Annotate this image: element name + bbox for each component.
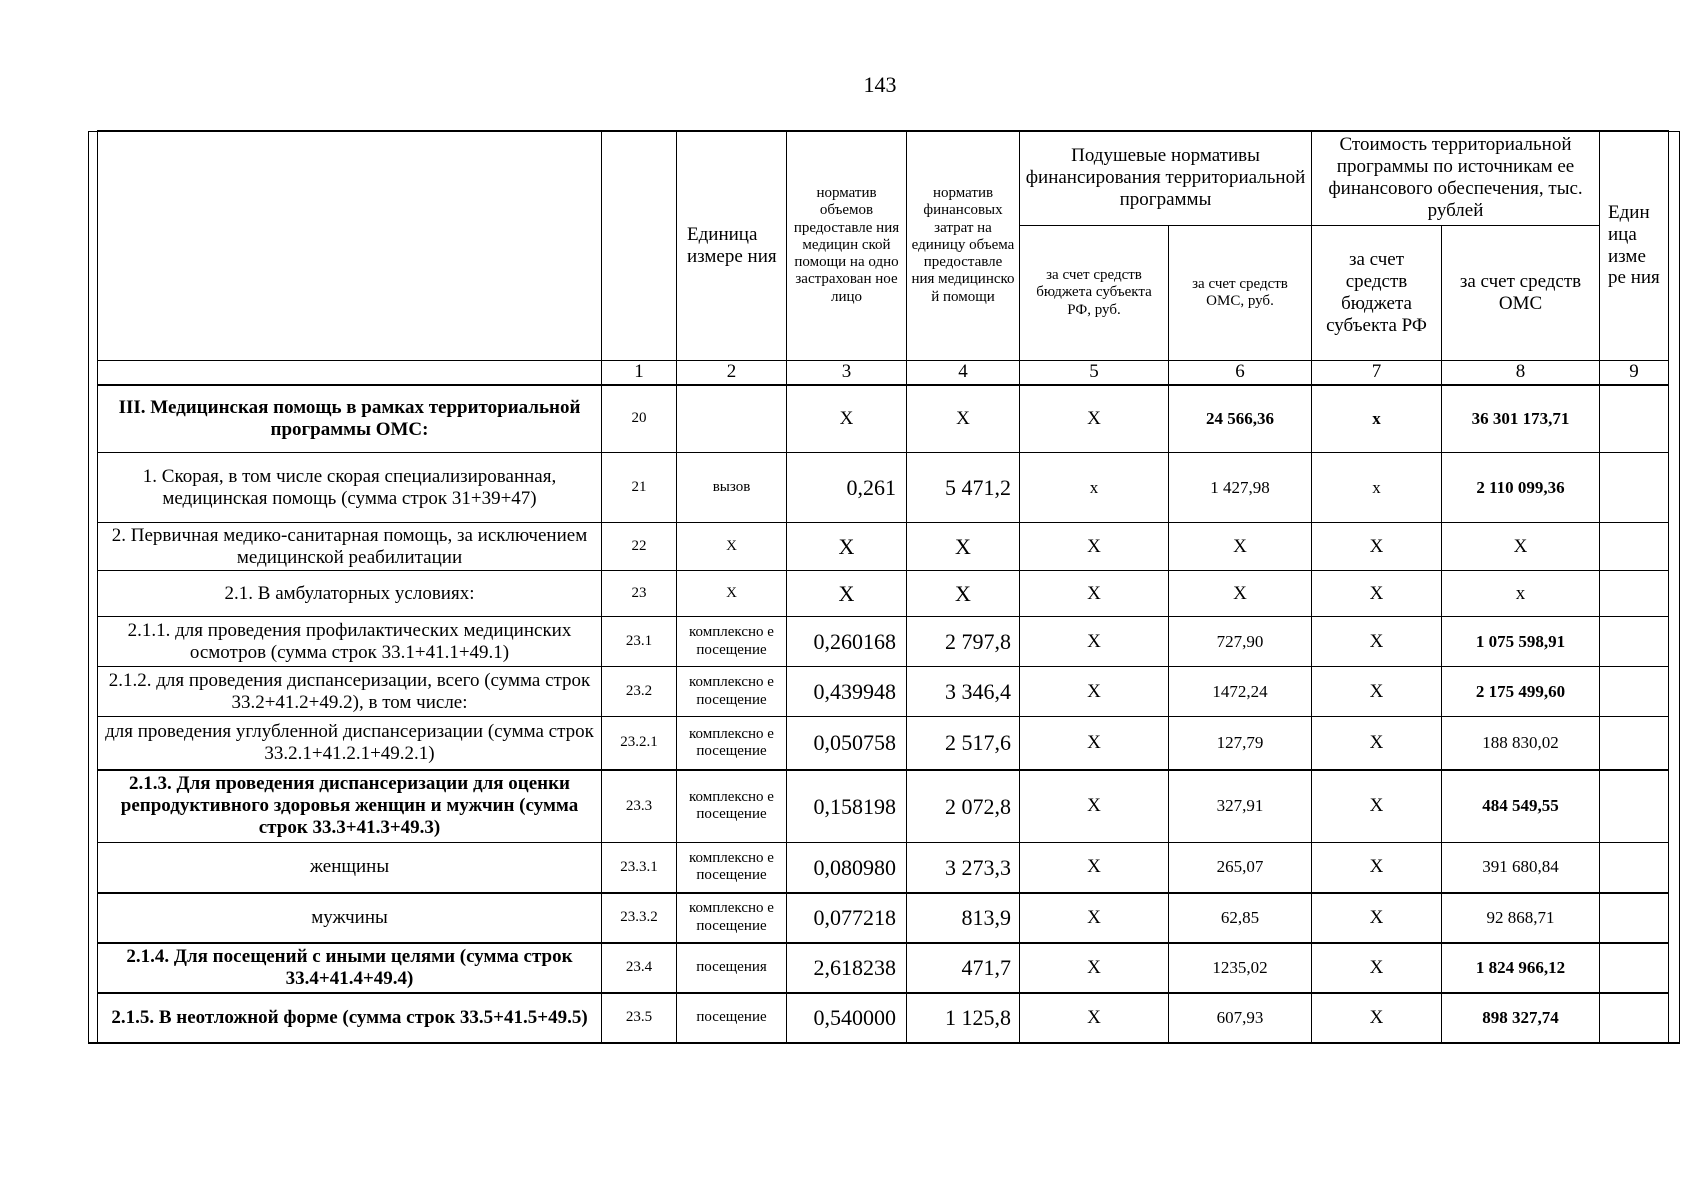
row-extra: [1600, 523, 1669, 571]
column-number: 3: [787, 361, 907, 385]
row-unit: комплексно е посещение: [677, 843, 787, 893]
row-volume: 0,540000: [787, 993, 907, 1043]
row-code: 20: [602, 385, 677, 453]
row-extra: [1600, 571, 1669, 617]
column-number-blank: [98, 361, 602, 385]
row-cost: 3 346,4: [907, 667, 1020, 717]
table-row: [98, 571, 1669, 617]
row-pc-oms: 1472,24: [1169, 667, 1312, 717]
row-cost: X: [907, 523, 1020, 571]
row-pc-oms: 265,07: [1169, 843, 1312, 893]
row-name: 2.1.4. Для посещений с иными целями (сумма строк 33.4+41.4+49.4): [98, 943, 602, 993]
row-volume: X: [787, 385, 907, 453]
row-code: 23: [602, 571, 677, 617]
row-name: 2. Первичная медико-санитарная помощь, за исключением медицинской реабилитации: [98, 523, 602, 571]
table-row: [98, 617, 1669, 667]
row-name: III. Медицинская помощь в рамках территориальной программы ОМС:: [98, 385, 602, 453]
row-cost: 2 072,8: [907, 770, 1020, 843]
row-c-oms: 36 301 173,71: [1442, 385, 1600, 453]
row-extra: [1600, 770, 1669, 843]
row-extra: [1600, 943, 1669, 993]
row-c-oms: 391 680,84: [1442, 843, 1600, 893]
row-c-budget: X: [1312, 943, 1442, 993]
row-extra: [1600, 717, 1669, 770]
row-name: 2.1. В амбулаторных условиях:: [98, 571, 602, 617]
row-pc-budget: X: [1020, 770, 1169, 843]
row-c-oms: х: [1442, 571, 1600, 617]
header-per-capita-budget: за счет средств бюджета субъекта РФ, руб.: [1020, 226, 1169, 361]
row-c-budget: X: [1312, 667, 1442, 717]
row-pc-budget: х: [1020, 453, 1169, 523]
row-pc-budget: X: [1020, 617, 1169, 667]
row-name: 2.1.5. В неотложной форме (сумма строк 33.5+41.5+49.5): [98, 993, 602, 1043]
row-pc-oms: 327,91: [1169, 770, 1312, 843]
row-c-budget: х: [1312, 385, 1442, 453]
column-number: 5: [1020, 361, 1169, 385]
row-extra: [1600, 893, 1669, 943]
table-row: [98, 717, 1669, 770]
row-volume: 0,080980: [787, 843, 907, 893]
row-name: 2.1.1. для проведения профилактических медицинских осмотров (сумма строк 33.1+41.1+49.1): [98, 617, 602, 667]
row-code: 23.3: [602, 770, 677, 843]
header-cost-group: Стоимость территориальной программы по источникам ее финансового обеспечения, тыс. рублей: [1312, 131, 1600, 226]
row-cost: X: [907, 385, 1020, 453]
header-unit-extra: Един ица изме ре ния: [1600, 131, 1669, 361]
row-pc-oms: X: [1169, 571, 1312, 617]
column-number: 7: [1312, 361, 1442, 385]
row-c-oms: 1 075 598,91: [1442, 617, 1600, 667]
column-number: 9: [1600, 361, 1669, 385]
row-pc-oms: 24 566,36: [1169, 385, 1312, 453]
header-per-capita-group: Подушевые нормативы финансирования территориальной программы: [1020, 131, 1312, 226]
row-unit: X: [677, 523, 787, 571]
row-c-budget: X: [1312, 993, 1442, 1043]
row-volume: X: [787, 523, 907, 571]
row-pc-oms: X: [1169, 523, 1312, 571]
row-cost: 813,9: [907, 893, 1020, 943]
row-c-budget: X: [1312, 893, 1442, 943]
row-pc-budget: X: [1020, 993, 1169, 1043]
row-c-oms: 2 175 499,60: [1442, 667, 1600, 717]
row-pc-budget: X: [1020, 385, 1169, 453]
row-code: 23.5: [602, 993, 677, 1043]
row-pc-budget: X: [1020, 943, 1169, 993]
table-row: [98, 943, 1669, 993]
row-cost: 3 273,3: [907, 843, 1020, 893]
column-number: 4: [907, 361, 1020, 385]
row-unit: посещения: [677, 943, 787, 993]
row-cost: 2 517,6: [907, 717, 1020, 770]
financing-table: [97, 130, 1669, 1043]
column-number: 2: [677, 361, 787, 385]
row-extra: [1600, 667, 1669, 717]
row-c-oms: 188 830,02: [1442, 717, 1600, 770]
row-pc-oms: 62,85: [1169, 893, 1312, 943]
row-pc-oms: 607,93: [1169, 993, 1312, 1043]
column-number: 1: [602, 361, 677, 385]
row-unit: X: [677, 571, 787, 617]
header-code-cell: [602, 131, 677, 361]
row-c-budget: X: [1312, 770, 1442, 843]
row-cost: 5 471,2: [907, 453, 1020, 523]
row-volume: 0,439948: [787, 667, 907, 717]
row-name: 2.1.2. для проведения диспансеризации, всего (сумма строк 33.2+41.2+49.2), в том числе:: [98, 667, 602, 717]
row-volume: 2,618238: [787, 943, 907, 993]
row-unit: посещение: [677, 993, 787, 1043]
row-c-budget: X: [1312, 571, 1442, 617]
table-row: [98, 523, 1669, 571]
row-unit: [677, 385, 787, 453]
row-c-oms: X: [1442, 523, 1600, 571]
page-number: 143: [863, 72, 897, 97]
table-row: [98, 843, 1669, 893]
row-unit: комплексно е посещение: [677, 667, 787, 717]
header-cost-budget: за счет средств бюджета субъекта РФ: [1312, 226, 1442, 361]
row-name: для проведения углубленной диспансеризации (сумма строк 33.2.1+41.2.1+49.2.1): [98, 717, 602, 770]
header-norm-cost: норматив финансовых затрат на единицу объема предоставле ния медицинско й помощи: [907, 131, 1020, 361]
row-c-budget: х: [1312, 453, 1442, 523]
table-row: [98, 453, 1669, 523]
row-c-oms: 92 868,71: [1442, 893, 1600, 943]
row-code: 23.2: [602, 667, 677, 717]
row-cost: 1 125,8: [907, 993, 1020, 1043]
row-cost: X: [907, 571, 1020, 617]
row-pc-budget: X: [1020, 843, 1169, 893]
row-unit: вызов: [677, 453, 787, 523]
table-row: [98, 770, 1669, 843]
row-c-budget: X: [1312, 617, 1442, 667]
table-row: [98, 893, 1669, 943]
row-extra: [1600, 843, 1669, 893]
row-pc-oms: 1 427,98: [1169, 453, 1312, 523]
row-cost: 471,7: [907, 943, 1020, 993]
row-code: 23.3.2: [602, 893, 677, 943]
row-c-budget: X: [1312, 843, 1442, 893]
row-c-oms: 898 327,74: [1442, 993, 1600, 1043]
row-name: мужчины: [98, 893, 602, 943]
row-pc-budget: X: [1020, 717, 1169, 770]
row-unit: комплексно е посещение: [677, 717, 787, 770]
row-unit: комплексно е посещение: [677, 893, 787, 943]
row-pc-budget: X: [1020, 571, 1169, 617]
row-c-budget: X: [1312, 523, 1442, 571]
row-c-oms: 2 110 099,36: [1442, 453, 1600, 523]
row-volume: 0,261: [787, 453, 907, 523]
header-name-cell: [98, 131, 602, 361]
table-row: [98, 667, 1669, 717]
row-pc-oms: 727,90: [1169, 617, 1312, 667]
row-pc-oms: 127,79: [1169, 717, 1312, 770]
row-pc-budget: X: [1020, 667, 1169, 717]
header-cost-oms: за счет средств ОМС: [1442, 226, 1600, 361]
row-cost: 2 797,8: [907, 617, 1020, 667]
row-code: 22: [602, 523, 677, 571]
row-code: 23.4: [602, 943, 677, 993]
row-pc-budget: X: [1020, 523, 1169, 571]
row-name: 2.1.3. Для проведения диспансеризации для оценки репродуктивного здоровья женщин и мужчин (сумма строк 33.3+41.3+49.3): [98, 770, 602, 843]
row-extra: [1600, 617, 1669, 667]
row-pc-budget: X: [1020, 893, 1169, 943]
table-row: [98, 993, 1669, 1043]
row-pc-oms: 1235,02: [1169, 943, 1312, 993]
row-c-oms: 1 824 966,12: [1442, 943, 1600, 993]
row-code: 23.1: [602, 617, 677, 667]
header-per-capita-oms: за счет средств ОМС, руб.: [1169, 226, 1312, 361]
row-code: 23.2.1: [602, 717, 677, 770]
row-unit: комплексно е посещение: [677, 617, 787, 667]
row-name: 1. Скорая, в том числе скорая специализированная, медицинская помощь (сумма строк 31+39+47): [98, 453, 602, 523]
column-number: 6: [1169, 361, 1312, 385]
column-number: 8: [1442, 361, 1600, 385]
row-extra: [1600, 453, 1669, 523]
header-norm-volume: норматив объемов предоставле ния медицин ской помощи на одно застрахован ное лицо: [787, 131, 907, 361]
row-volume: 0,050758: [787, 717, 907, 770]
row-volume: 0,260168: [787, 617, 907, 667]
row-name: женщины: [98, 843, 602, 893]
row-extra: [1600, 385, 1669, 453]
row-c-oms: 484 549,55: [1442, 770, 1600, 843]
row-extra: [1600, 993, 1669, 1043]
header-unit: Единица измере ния: [677, 131, 787, 361]
row-volume: 0,158198: [787, 770, 907, 843]
row-volume: X: [787, 571, 907, 617]
row-volume: 0,077218: [787, 893, 907, 943]
table-row: [98, 385, 1669, 453]
row-unit: комплексно е посещение: [677, 770, 787, 843]
row-c-budget: X: [1312, 717, 1442, 770]
row-code: 23.3.1: [602, 843, 677, 893]
row-code: 21: [602, 453, 677, 523]
